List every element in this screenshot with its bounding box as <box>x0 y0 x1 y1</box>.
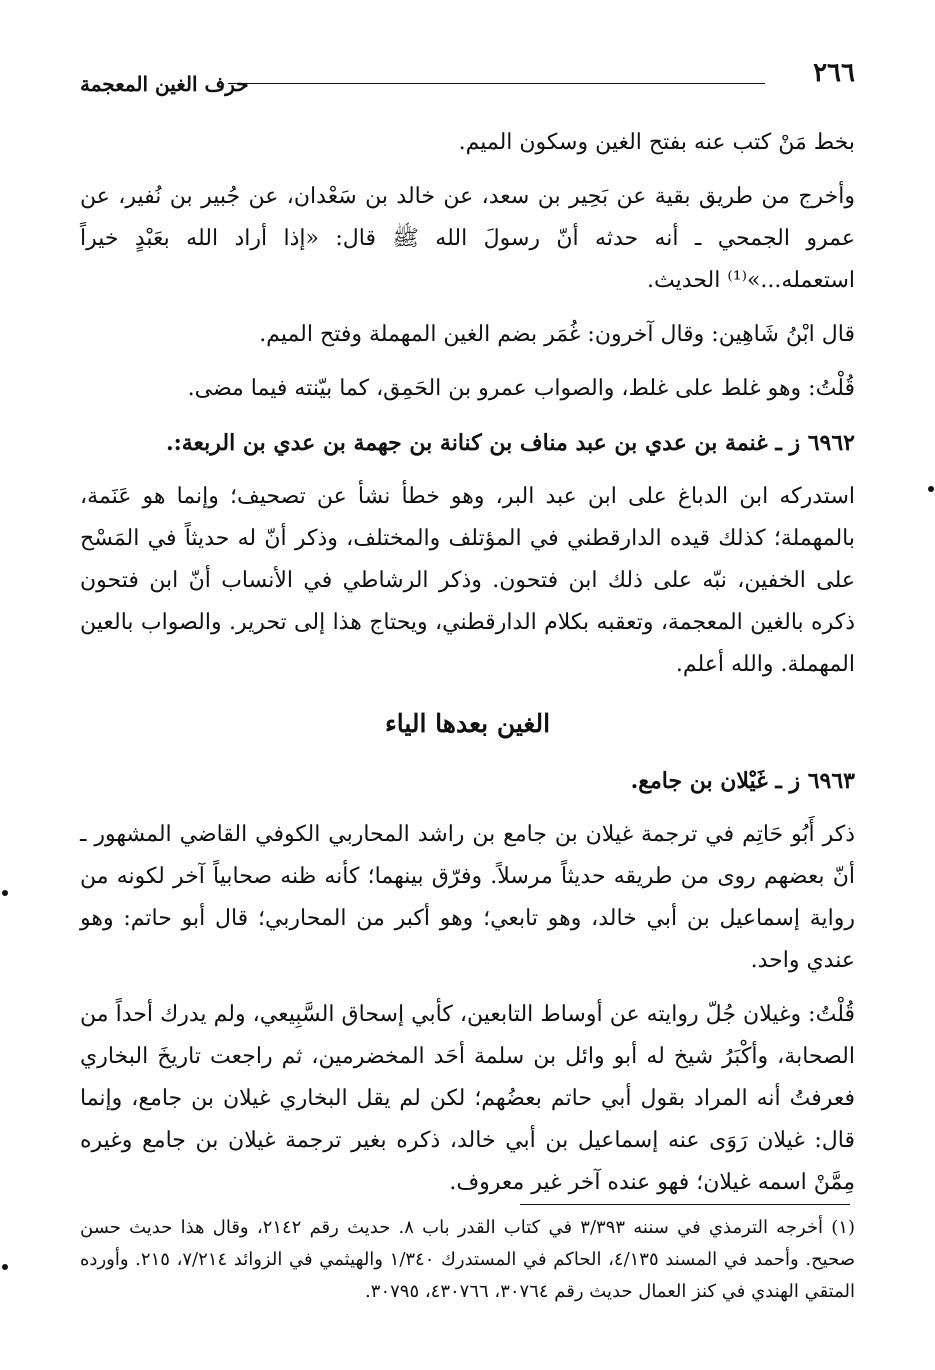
footnotes <box>80 1212 855 1308</box>
margin-mark <box>2 890 8 896</box>
paragraph: وأخرج من طريق بقية عن بَحِير بن سعد، عن خالد بن سَعْدان، عن جُبير بن نُفير، عن عمرو الجمحي ـ أنه حدثه أنّ رسولَ الله ﷺ قال: «إذا أراد الله بعَبْدٍ خيراً استعمله...»⁽¹⁾ الحديث. <box>80 184 855 293</box>
margin-mark <box>928 486 934 492</box>
paragraph: بخط مَنْ كتب عنه بفتح الغين وسكون الميم. <box>458 130 855 155</box>
section-heading: الغين بعدها الياء <box>384 709 551 738</box>
header-rule <box>228 83 765 84</box>
page-header <box>80 58 855 98</box>
footnote: (١) أخرجه الترمذي في سننه ٣/٣٩٣ في كتاب القدر باب ٨. حديث رقم ٢١٤٢، وقال هذا حديث حسن صحيح. وأحمد في المسند ٤/١٣٥، الحاكم في المستدرك ١/٣٤٠ والهيثمي في الزوائد ٧/٢١٤، ٢١٥. وأورده المتقي الهندي في كنز العمال حديث رقم ٣٠٧٦٤، ٤٣٠٧٦٦، ٣٠٧٩٥. <box>80 1217 856 1302</box>
entry-heading-6963: ٦٩٦٣ ز ـ غَيْلان بن جامع. <box>630 768 855 794</box>
main-text <box>80 122 855 1204</box>
running-title: حرف الغين المعجمة <box>80 72 249 96</box>
margin-mark <box>2 1264 8 1270</box>
paragraph: استدركه ابن الدباغ على ابن عبد البر، وهو خطأ نشأ عن تصحيف؛ وإنما هو عَنَمة، بالمهملة؛ كذلك قيده الدارقطني في المؤتلف والمختلف، وذكر أنّ له حديثاً في المَسْح على الخفين، نبّه على ذلك ابن فتحون. وذكر الرشاطي في الأنساب أنّ ابن فتحون ذكره بالغين المعجمة، وتعقبه بكلام الدارقطني، ويحتاج هذا إلى تحرير. والصواب بالعين المهملة. والله أعلم. <box>80 484 855 677</box>
paragraph: قُلْتُ: وغيلان جُلّ روايته عن أوساط التابعين، كأبي إسحاق السَّبِيعي، ولم يدرك أحداً من الصحابة، وأكْبَرُ شيخ له أبو وائل بن سلمة أحَد المخضرمين، ثم راجعت تاريخَ البخاري فعرفتُ أنه المراد بقول أبي حاتم بعضُهم؛ لكن لم يقل البخاري غيلان بن جامع، وإنما قال: غيلان رَوَى عنه إسماعيل بن أبي خالد، ذكره بغير ترجمة غيلان بن جامع وغيره مِمَّنْ اسمه غيلان؛ فهو عنده آخر غير معروف. <box>80 1002 855 1195</box>
footnote-rule <box>520 1204 850 1205</box>
entry-heading-6962: ٦٩٦٢ ز ـ غنمة بن عدي بن عبد مناف بن كنانة بن جهمة بن عدي بن الربعة:. <box>165 430 855 456</box>
paragraph: قُلْتُ: وهو غلط على غلط، والصواب عمرو بن الحَمِق، كما بيّنته فيما مضى. <box>187 376 855 401</box>
paragraph: ذكر أَبُو حَاتِم في ترجمة غيلان بن جامع بن راشد المحاربي الكوفي القاضي المشهور ـ أنّ بعضهم روى من طريقه حديثاً مرسلاً. وفرّق بينهما؛ كأنه ظنه صحابياً آخر لكونه من رواية إسماعيل بن أبي خالد، وهو تابعي؛ وهو أكبر من المحاربي؛ قال أبو حاتم: وهو عندي واحد. <box>80 822 855 973</box>
page-number: ٢٦٦ <box>813 58 855 88</box>
paragraph: قال ابْنُ شَاهِين: وقال آخرون: غُمَر بضم الغين المهملة وفتح الميم. <box>259 322 855 347</box>
